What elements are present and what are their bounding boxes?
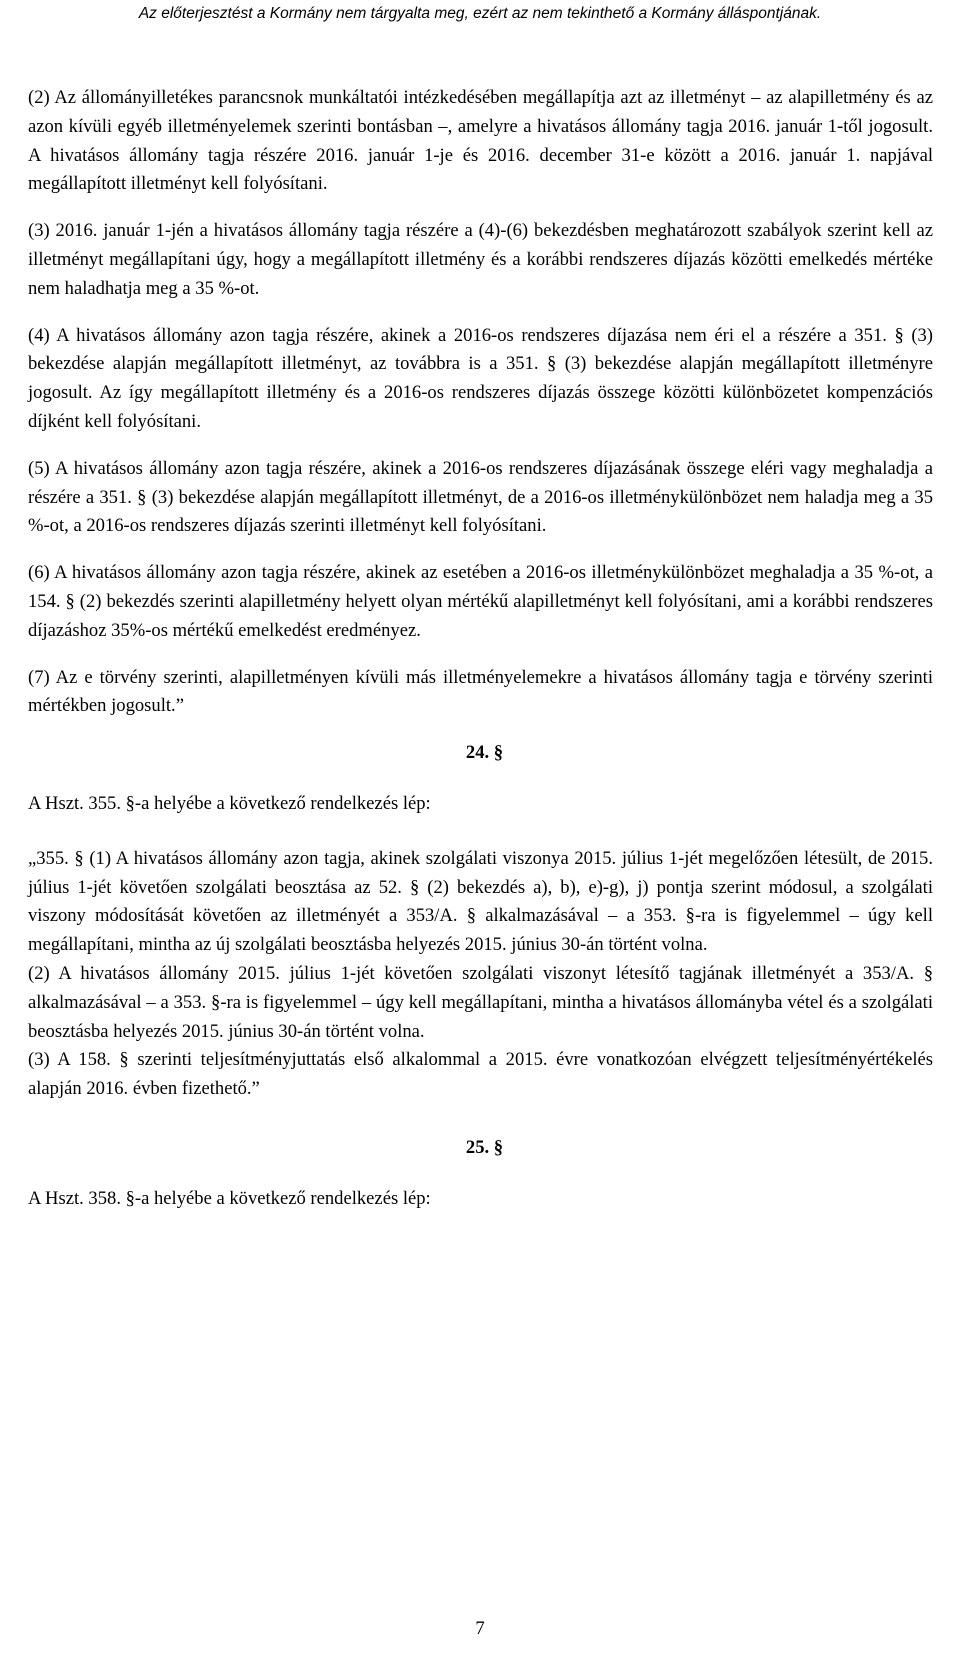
section-24-paragraph-1: „355. § (1) A hivatásos állomány azon tagja, akinek szolgálati viszonya 2015. július 1-jét megelőzően létesült, de 2015. július 1-jét követően szolgálati beosztása az 52. § (2) bekezdés a), b), e)-g), j) pontja szerint módosul, a szolgálati viszony módosítását követően az illetményét a 353/A. § alkalmazásával – a 353. §-ra is figyelemmel – úgy kell megállapítani, mintha az új szolgálati beosztásba helyezés 2015. június 30-án történt volna. <box>28 847 933 956</box>
paragraph-4: (4) A hivatásos állomány azon tagja részére, akinek a 2016-os rendszeres díjazása nem éri el a részére a 351. § (3) bekezdése alapján megállapított illetményt, az továbbra is a 351. § (3) bekezdése alapján megállapított illetményre jogosult. Az így megállapított illetmény és a 2016-os rendszeres díjazás összege közötti különbözetet kompenzációs díjként kell folyósítani. <box>28 324 933 432</box>
paragraph-2: (2) Az állományilletékes parancsnok munkáltatói intézkedésében megállapítja azt az illetményt – az alapilletmény és az azon kívüli egyéb illetményelemek szerinti bontásban –, amelyre a hivatásos állomány tagja 2016. január 1-től jogosult. A hivatásos állomány tagja részére 2016. január 1-je és 2016. december 31-e között a 2016. január 1. napjával megállapított illetményt kell folyósítani. <box>28 87 933 195</box>
section-24-heading: 24. § <box>465 742 504 764</box>
paragraph-5: (5) A hivatásos állomány azon tagja részére, akinek a 2016-os rendszeres díjazásának összege eléri vagy meghaladja a részére a 351. § (3) bekezdése alapján megállapított illetményt, de a 2016-os illetménykülönbözet nem haladja meg a 35 %-ot, a 2016-os rendszeres díjazás szerinti illetményt kell folyósítani. <box>28 457 933 537</box>
section-25-intro: A Hszt. 358. §-a helyébe a következő rendelkezés lép: <box>28 1187 431 1209</box>
section-24-paragraph-2: (2) A hivatásos állomány 2015. július 1-jét követően szolgálati viszonyt létesítő tagjának illetményét a 353/A. § alkalmazásával – a 353. §-ra is figyelemmel – úgy kell megállapítani, mintha a hivatásos állományba vétel és a szolgálati beosztásba helyezés 2015. június 30-án történt volna. <box>28 962 933 1042</box>
header-notice: Az előterjesztést a Kormány nem tárgyalta meg, ezért az nem tekinthető a Kormány álláspontjának. <box>138 5 822 22</box>
document-body <box>28 84 933 1240</box>
paragraph-3: (3) 2016. január 1-jén a hivatásos állomány tagja részére a (4)-(6) bekezdésben meghatározott szabályok szerint kell az illetményt megállapítani úgy, hogy a megállapított illetmény és a korábbi rendszeres díjazás közötti emelkedés mértéke nem haladhatja meg a 35 %-ot. <box>28 220 933 299</box>
paragraph-7: (7) Az e törvény szerinti, alapilletményen kívüli más illetményelemekre a hivatásos állomány tagja e törvény szerinti mértékben jogosult.” <box>28 666 933 717</box>
section-24-paragraph-3: (3) A 158. § szerinti teljesítményjuttatás első alkalommal a 2015. évre vonatkozóan elvégzett teljesítményértékelés alapján 2016. évben fizethető.” <box>28 1049 933 1100</box>
section-24-intro: A Hszt. 355. §-a helyébe a következő rendelkezés lép: <box>28 792 431 814</box>
section-25-heading: 25. § <box>465 1136 504 1158</box>
page-number: 7 <box>475 1618 485 1639</box>
paragraph-6: (6) A hivatásos állomány azon tagja részére, akinek az esetében a 2016-os illetménykülönbözet meghaladja a 35 %-ot, a 154. § (2) bekezdés szerinti alapilletmény helyett olyan mértékű alapilletményt kell folyósítani, ami a korábbi rendszeres díjazáshoz 35%-os mértékű emelkedést eredményez. <box>28 562 933 641</box>
